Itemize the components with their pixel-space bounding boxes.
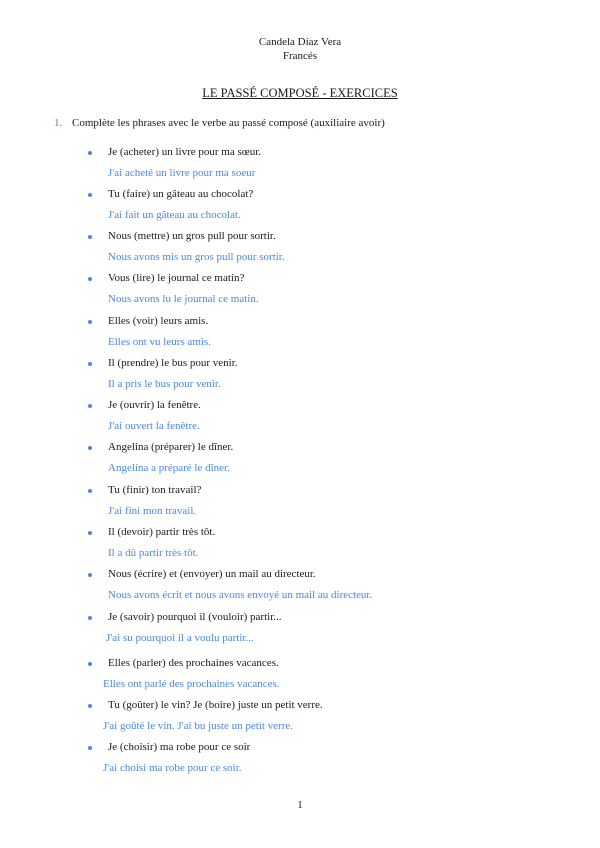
bullet-icon xyxy=(88,277,92,281)
exercise-answer: J'ai su pourquoi il a voulu partir... xyxy=(106,632,254,644)
exercise-item xyxy=(0,146,600,186)
exercise-question: Je (ouvrir) la fenêtre. xyxy=(108,399,201,411)
exercise-question: Il (devoir) partir très tôt. xyxy=(108,526,216,538)
exercise-item xyxy=(0,699,600,739)
exercise-item xyxy=(0,357,600,397)
exercise-answer: Angelina a préparé le dîner. xyxy=(108,462,230,474)
exercise-question: Nous (mettre) un gros pull pour sortir. xyxy=(108,230,276,242)
instruction xyxy=(54,117,385,129)
exercise-question: Tu (finir) ton travail? xyxy=(108,484,202,496)
exercise-answer: Il a pris le bus pour venir. xyxy=(108,378,221,390)
page-number: 1 xyxy=(297,799,303,811)
exercise-question: Tu (goûter) le vin? Je (boire) juste un petit verre. xyxy=(108,699,323,711)
exercise-question: Angelina (préparer) le dîner. xyxy=(108,441,234,453)
exercise-question: Il (prendre) le bus pour venir. xyxy=(108,357,238,369)
document-header xyxy=(0,35,600,63)
exercise-question: Elles (voir) leurs amis. xyxy=(108,315,209,327)
exercise-item xyxy=(0,188,600,228)
instruction-text: Complète les phrases avec le verbe au passé composé (auxiliaire avoir) xyxy=(72,117,385,129)
exercise-answer: J'ai ouvert la fenêtre. xyxy=(108,420,200,432)
exercise-question: Je (acheter) un livre pour ma sœur. xyxy=(108,146,262,158)
bullet-icon xyxy=(88,235,92,239)
exercise-item xyxy=(0,741,600,781)
exercise-answer: J'ai goûté le vin. J'ai bu juste un petit verre. xyxy=(103,720,294,732)
exercise-item xyxy=(0,526,600,566)
exercise-answer: Elles ont parlé des prochaines vacances. xyxy=(103,678,280,690)
bullet-icon xyxy=(88,320,92,324)
exercise-item xyxy=(0,611,600,651)
exercise-answer: J'ai acheté un livre pour ma soeur xyxy=(108,167,256,179)
subject-name: Francés xyxy=(282,50,318,62)
author-name: Candela Díaz Vera xyxy=(258,36,342,48)
bullet-icon xyxy=(88,446,92,450)
exercise-answer: Nous avons lu le journal ce matin. xyxy=(108,293,259,305)
instruction-number: 1. xyxy=(54,117,63,129)
bullet-icon xyxy=(88,662,92,666)
exercise-item xyxy=(0,568,600,608)
document-title: LE PASSÉ COMPOSÉ - EXERCICES xyxy=(202,86,398,100)
exercise-answer: J'ai fini mon travail. xyxy=(108,505,197,517)
bullet-icon xyxy=(88,746,92,750)
exercise-question: Je (savoir) pourquoi il (vouloir) partir... xyxy=(108,611,282,623)
exercise-item xyxy=(0,230,600,270)
exercise-item xyxy=(0,657,600,697)
bullet-icon xyxy=(88,704,92,708)
exercise-item xyxy=(0,272,600,312)
exercise-answer: Il a dû partir très tôt. xyxy=(108,547,199,559)
bullet-icon xyxy=(88,616,92,620)
bullet-icon xyxy=(88,151,92,155)
exercise-item xyxy=(0,484,600,524)
exercise-answer: Elles ont vu leurs amis. xyxy=(108,336,211,348)
exercise-answer: Nous avons mis un gros pull pour sortir. xyxy=(108,251,285,263)
exercise-item xyxy=(0,399,600,439)
bullet-icon xyxy=(88,404,92,408)
exercise-question: Vous (lire) le journal ce matin? xyxy=(108,272,245,284)
exercise-question: Tu (faire) un gâteau au chocolat? xyxy=(108,188,254,200)
bullet-icon xyxy=(88,489,92,493)
exercise-question: Je (choisir) ma robe pour ce soir xyxy=(108,741,251,753)
bullet-icon xyxy=(88,573,92,577)
bullet-icon xyxy=(88,362,92,366)
exercise-answer: Nous avons écrit et nous avons envoyé un mail au directeur. xyxy=(108,589,373,601)
exercise-item xyxy=(0,441,600,481)
bullet-icon xyxy=(88,531,92,535)
exercise-answer: J'ai choisi ma robe pour ce soir. xyxy=(103,762,242,774)
exercise-question: Elles (parler) des prochaines vacances. xyxy=(108,657,279,669)
exercise-item xyxy=(0,315,600,355)
exercise-question: Nous (écrire) et (envoyer) un mail au directeur. xyxy=(108,568,316,580)
bullet-icon xyxy=(88,193,92,197)
exercise-answer: J'ai fait un gâteau au chocolat. xyxy=(108,209,241,221)
